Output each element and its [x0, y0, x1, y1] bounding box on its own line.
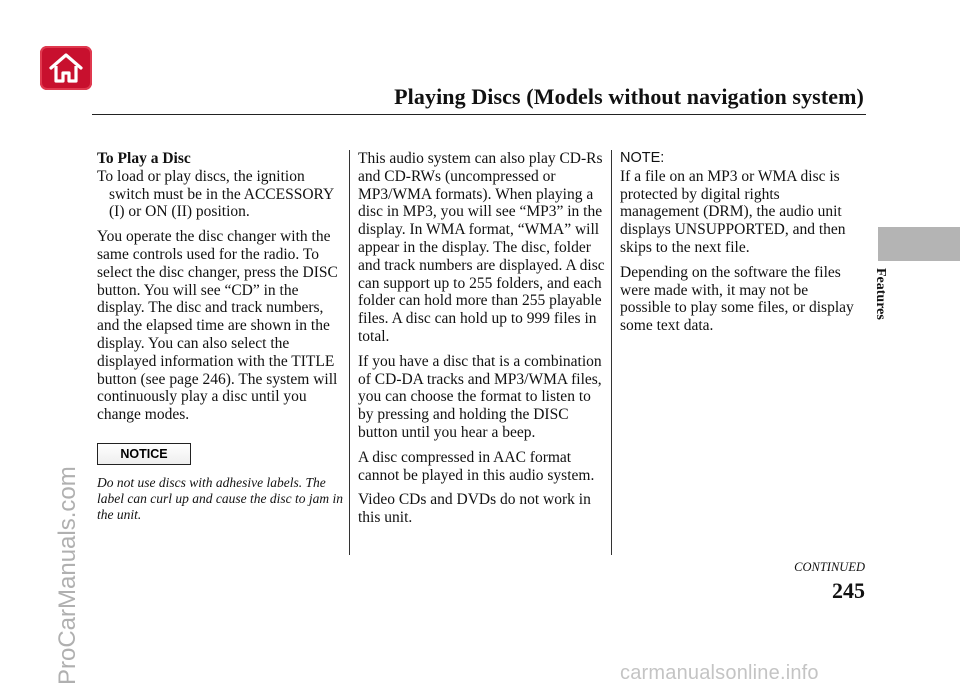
column-divider-2 — [611, 150, 612, 555]
note-label: NOTE: — [620, 150, 665, 166]
watermark-left: ProCarManuals.com — [54, 466, 81, 685]
page-number: 245 — [832, 578, 865, 603]
page-title: Playing Discs (Models without navigation system) — [394, 84, 864, 109]
paragraph-software: Depending on the software the files were made with, it may not be possible to play some files, or display some text data. — [620, 263, 854, 335]
continued-label: CONTINUED — [794, 560, 865, 574]
home-icon — [46, 50, 86, 86]
paragraph-mp3-wma: This audio system can also play CD-Rs and CD-RWs (uncompressed or MP3/WMA formats). When playing a disc in MP3, you will see “MP3” in the display. In WMA format, “WMA” will appear in the display. The disc, folder and track numbers are displayed. A disc can support up to 255 folders, and each folder can hold more than 255 playable files. A disc can hold up to 999 files in total. — [358, 150, 605, 345]
paragraph-mixed-disc: If you have a disc that is a combination of CD-DA tracks and MP3/WMA files, you can choose the format to listen to by pressing and holding the DISC button until you hear a beep. — [358, 352, 602, 441]
paragraph-disc-changer: You operate the disc changer with the same controls used for the radio. To select the disc changer, press the DISC button. You will see “CD” in the display. The disc and track numbers, and the elapsed time are shown in the display. You can also select the displayed information with the TITLE button (see page 246). The system will continuously play a disc until you change modes. — [97, 228, 338, 424]
paragraph-video-cd: Video CDs and DVDs do not work in this unit. — [358, 491, 591, 527]
notice-text: Do not use discs with adhesive labels. The label can curl up and cause the disc to jam in the unit. — [97, 474, 343, 522]
watermark-bottom: carmanualsonline.info — [620, 662, 819, 684]
column-2 — [358, 150, 606, 534]
paragraph-aac: A disc compressed in AAC format cannot be played in this audio system. — [358, 448, 595, 484]
paragraph-ignition: To load or play discs, the ignition switch must be in the ACCESSORY (I) or ON (II) position. — [97, 167, 334, 221]
column-3 — [620, 150, 860, 342]
column-divider-1 — [349, 150, 350, 555]
home-button[interactable] — [40, 46, 92, 90]
section-label: Features — [873, 268, 888, 320]
section-heading: To Play a Disc — [97, 150, 191, 167]
column-1 — [97, 150, 343, 530]
header-rule — [92, 114, 866, 115]
paragraph-drm: If a file on an MP3 or WMA disc is protected by digital rights management (DRM), the audio unit displays UNSUPPORTED, and then skips to the next file. — [620, 167, 846, 256]
notice-badge: NOTICE — [97, 443, 191, 465]
section-tab[interactable] — [878, 227, 960, 261]
